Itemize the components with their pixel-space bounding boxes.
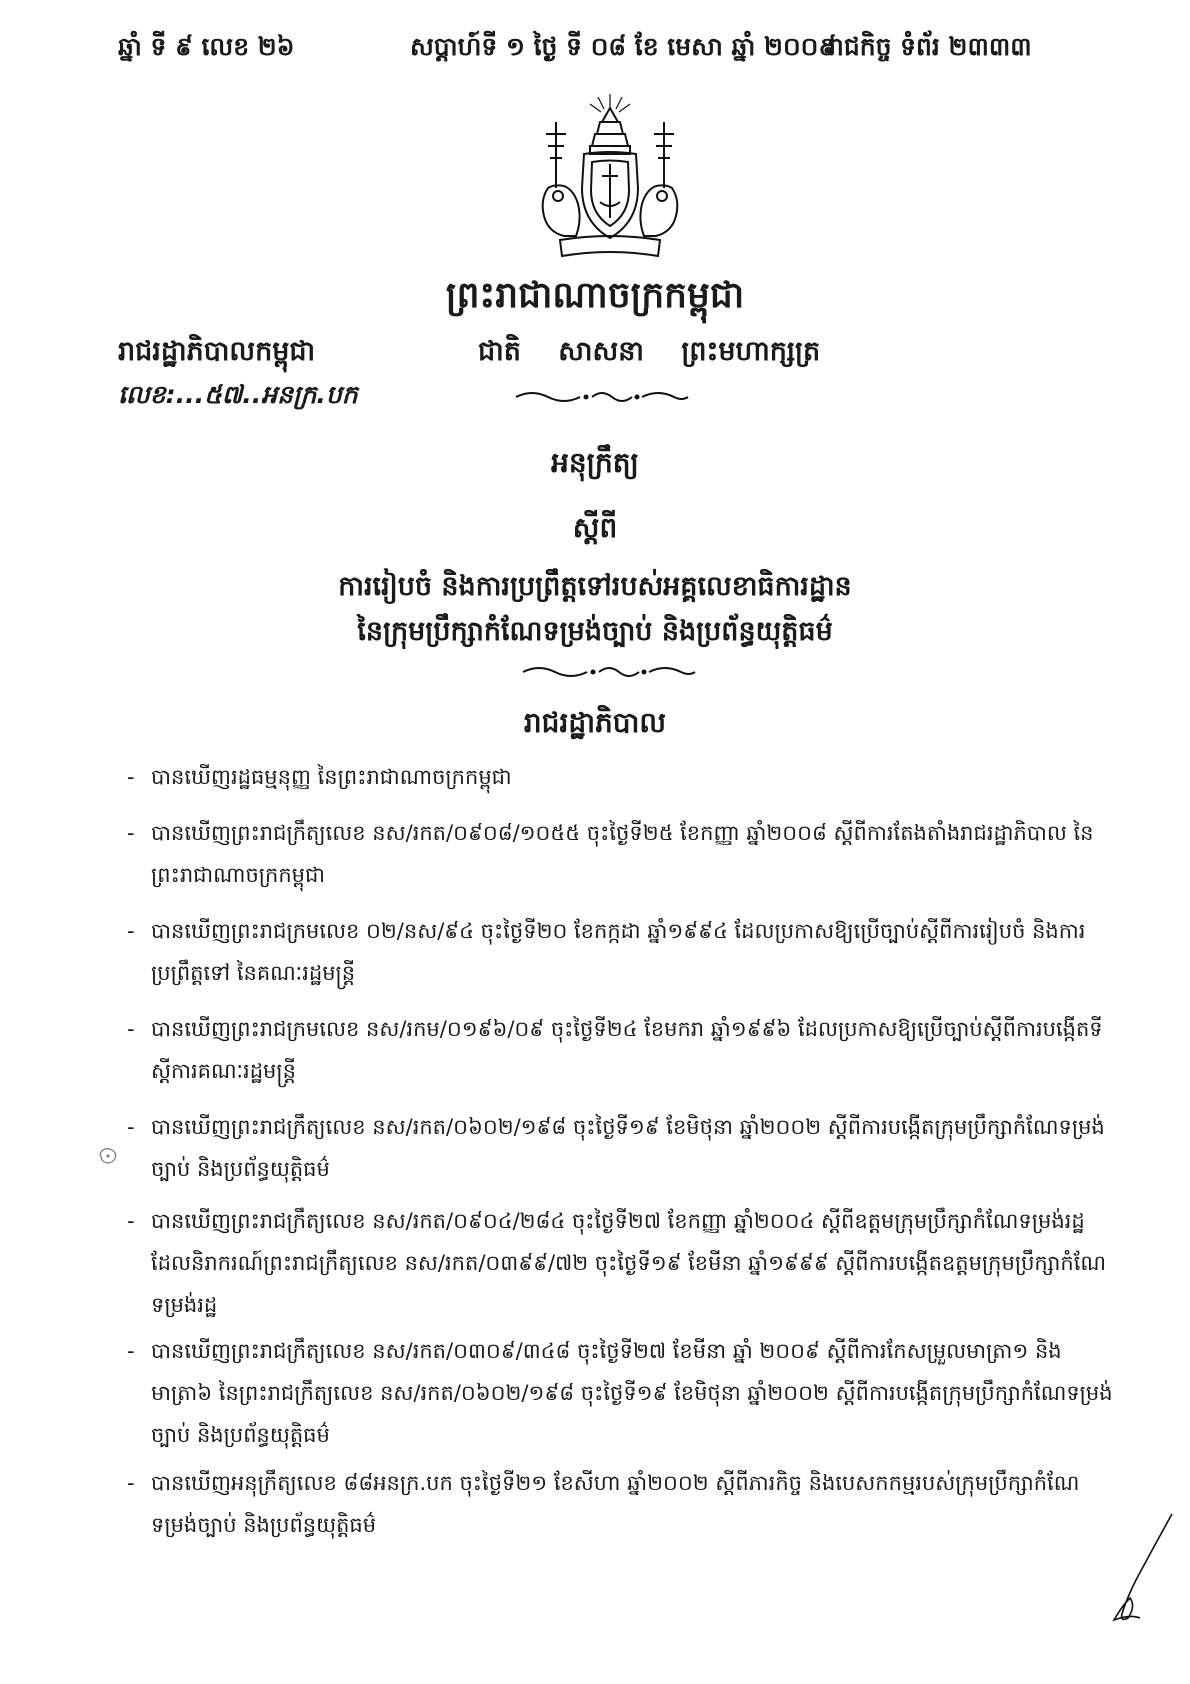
list-dash: - — [127, 1115, 135, 1139]
reference-number: លេខ:...៥៧..អនក្រ.បក — [118, 380, 358, 409]
list-dash: - — [127, 821, 135, 845]
issuer-heading: រាជរដ្ឋាភិបាល — [523, 706, 667, 739]
list-item — [127, 812, 1117, 896]
list-item — [127, 1462, 1117, 1546]
about-label: ស្តីពី — [572, 511, 618, 544]
list-dash: - — [127, 1017, 135, 1041]
scan-mark-icon — [94, 1140, 124, 1170]
subject-line-2: នៃក្រុមប្រឹក្សាកំណែទម្រង់ច្បាប់ និងប្រព័ន្ធយុត្តិធម៌ — [357, 616, 833, 647]
list-dash: - — [127, 1209, 135, 1233]
list-item-text: បានឃើញរដ្ឋធម្មនុញ្ញ នៃព្រះរាជាណាចក្រកម្ពុជា — [151, 765, 512, 789]
national-motto: ជាតិ សាសនា ព្រះមហាក្សត្រ — [478, 336, 821, 367]
list-item-text: បានឃើញព្រះរាជក្រឹត្យលេខ នស/រកត/០៩០៨/១០៥៥ ចុះថ្ងៃទី២៥ ខែកញ្ញា ឆ្នាំ២០០៨ ស្តីពីការតែងតាំងរាជរដ្ឋាភិបាល នៃព្រះរាជាណាចក្រកម្ពុជា — [151, 821, 1094, 887]
decorative-ornament-icon — [512, 387, 692, 407]
list-item-text: បានឃើញព្រះរាជក្រឹត្យលេខ នស/រកត/០៦០២/១៩៨ ចុះថ្ងៃទី១៩ ខែមិថុនា ឆ្នាំ២០០២ ស្តីពីការបង្កើតក្រុមប្រឹក្សាកំណែទម្រង់ច្បាប់ និងប្រព័ន្ធយុត្តិធម៌ — [151, 1115, 1105, 1181]
document-type: អនុក្រឹត្យ — [551, 446, 639, 479]
royal-coat-of-arms-icon — [530, 92, 690, 264]
list-item-text: បានឃើញព្រះរាជក្រឹត្យលេខ នស/រកត/០៩០៤/២៨៤ ចុះថ្ងៃទី២៧ ខែកញ្ញា ឆ្នាំ២០០៤ ស្តីពីឧត្តមក្រុមប្រឹក្សាកំណែទម្រង់រដ្ឋ ដែលនិរាករណ៍ព្រះរាជក្រឹត្យលេខ នស/រកត/០៣៩៩/៧២ ចុះថ្ងៃទី១៩ ខែមីនា ឆ្នាំ១៩៩៩ ស្តីពីការបង្កើតឧត្តមក្រុមប្រឹក្សាកំណែទម្រង់រដ្ឋ — [151, 1209, 1106, 1317]
list-item — [127, 756, 1117, 798]
list-item-text: បានឃើញព្រះរាជក្រមលេខ នស/រកម/០១៩៦/០៩ ចុះថ្ងៃទី២៤ ខែមករា ឆ្នាំ១៩៩៦ ដែលប្រកាសឱ្យប្រើច្បាប់ស្តីពីការបង្កើតទីស្តីការគណៈរដ្ឋមន្ត្រី — [151, 1017, 1103, 1083]
list-item-text: បានឃើញព្រះរាជក្រឹត្យលេខ នស/រកត/០៣០៩/៣៤៨ ចុះថ្ងៃទី២៧ ខែមីនា ឆ្នាំ ២០០៩ ស្តីពីការកែសម្រួលមាត្រា១ និងមាត្រា៦ នៃព្រះរាជក្រឹត្យលេខ នស/រកត/០៦០២/១៩៨ ចុះថ្ងៃទី១៩ ខែមិថុនា ឆ្នាំ២០០២ ស្តីពីការបង្កើតក្រុមប្រឹក្សាកំណែទម្រង់ច្បាប់ និងប្រព័ន្ធយុត្តិធម៌ — [151, 1339, 1113, 1447]
list-dash: - — [127, 1471, 135, 1495]
list-item — [127, 1200, 1117, 1326]
gazette-date: សប្តាហ៍ទី ១ ថ្ងៃ ទី ០៨ ខែ មេសា ឆ្នាំ ២០០៩ — [410, 32, 837, 61]
list-item-text: បានឃើញព្រះរាជក្រមលេខ ០២/នស/៩៤ ចុះថ្ងៃទី២០ ខែកក្កដា ឆ្នាំ១៩៩៤ ដែលប្រកាសឱ្យប្រើច្បាប់ស្តីពីការរៀបចំ និងការប្រព្រឹត្តទៅ នៃគណៈរដ្ឋមន្ត្រី — [151, 919, 1086, 985]
list-dash: - — [127, 1339, 135, 1363]
list-item — [127, 910, 1117, 994]
gazette-page: រាជកិច្ច ទំព័រ ២៣៣៣ — [828, 32, 1032, 61]
signature-icon — [1100, 1510, 1180, 1630]
kingdom-title: ព្រះរាជាណាចក្រកម្ពុជា — [445, 275, 745, 316]
list-item — [127, 1008, 1117, 1092]
decorative-ornament-icon — [519, 662, 699, 682]
gazette-issue: ឆ្នាំ ទី ៩ លេខ ២៦ — [118, 32, 295, 61]
subject-line-1: ការរៀបចំ និងការប្រព្រឹត្តទៅរបស់អគ្គលេខាធិការដ្ឋាន — [338, 571, 852, 602]
list-dash: - — [127, 765, 135, 789]
list-item-text: បានឃើញអនុក្រឹត្យលេខ ៨៨អនក្រ.បក ចុះថ្ងៃទី២១ ខែសីហា ឆ្នាំ២០០២ ស្តីពីភារកិច្ច និងបេសកកម្មរបស់ក្រុមប្រឹក្សាកំណែទម្រង់ច្បាប់ និងប្រព័ន្ធយុត្តិធម៌ — [151, 1471, 1080, 1537]
list-item — [127, 1330, 1117, 1456]
list-dash: - — [127, 919, 135, 943]
list-item — [127, 1106, 1117, 1190]
issuing-government: រាជរដ្ឋាភិបាលកម្ពុជា — [118, 336, 316, 367]
